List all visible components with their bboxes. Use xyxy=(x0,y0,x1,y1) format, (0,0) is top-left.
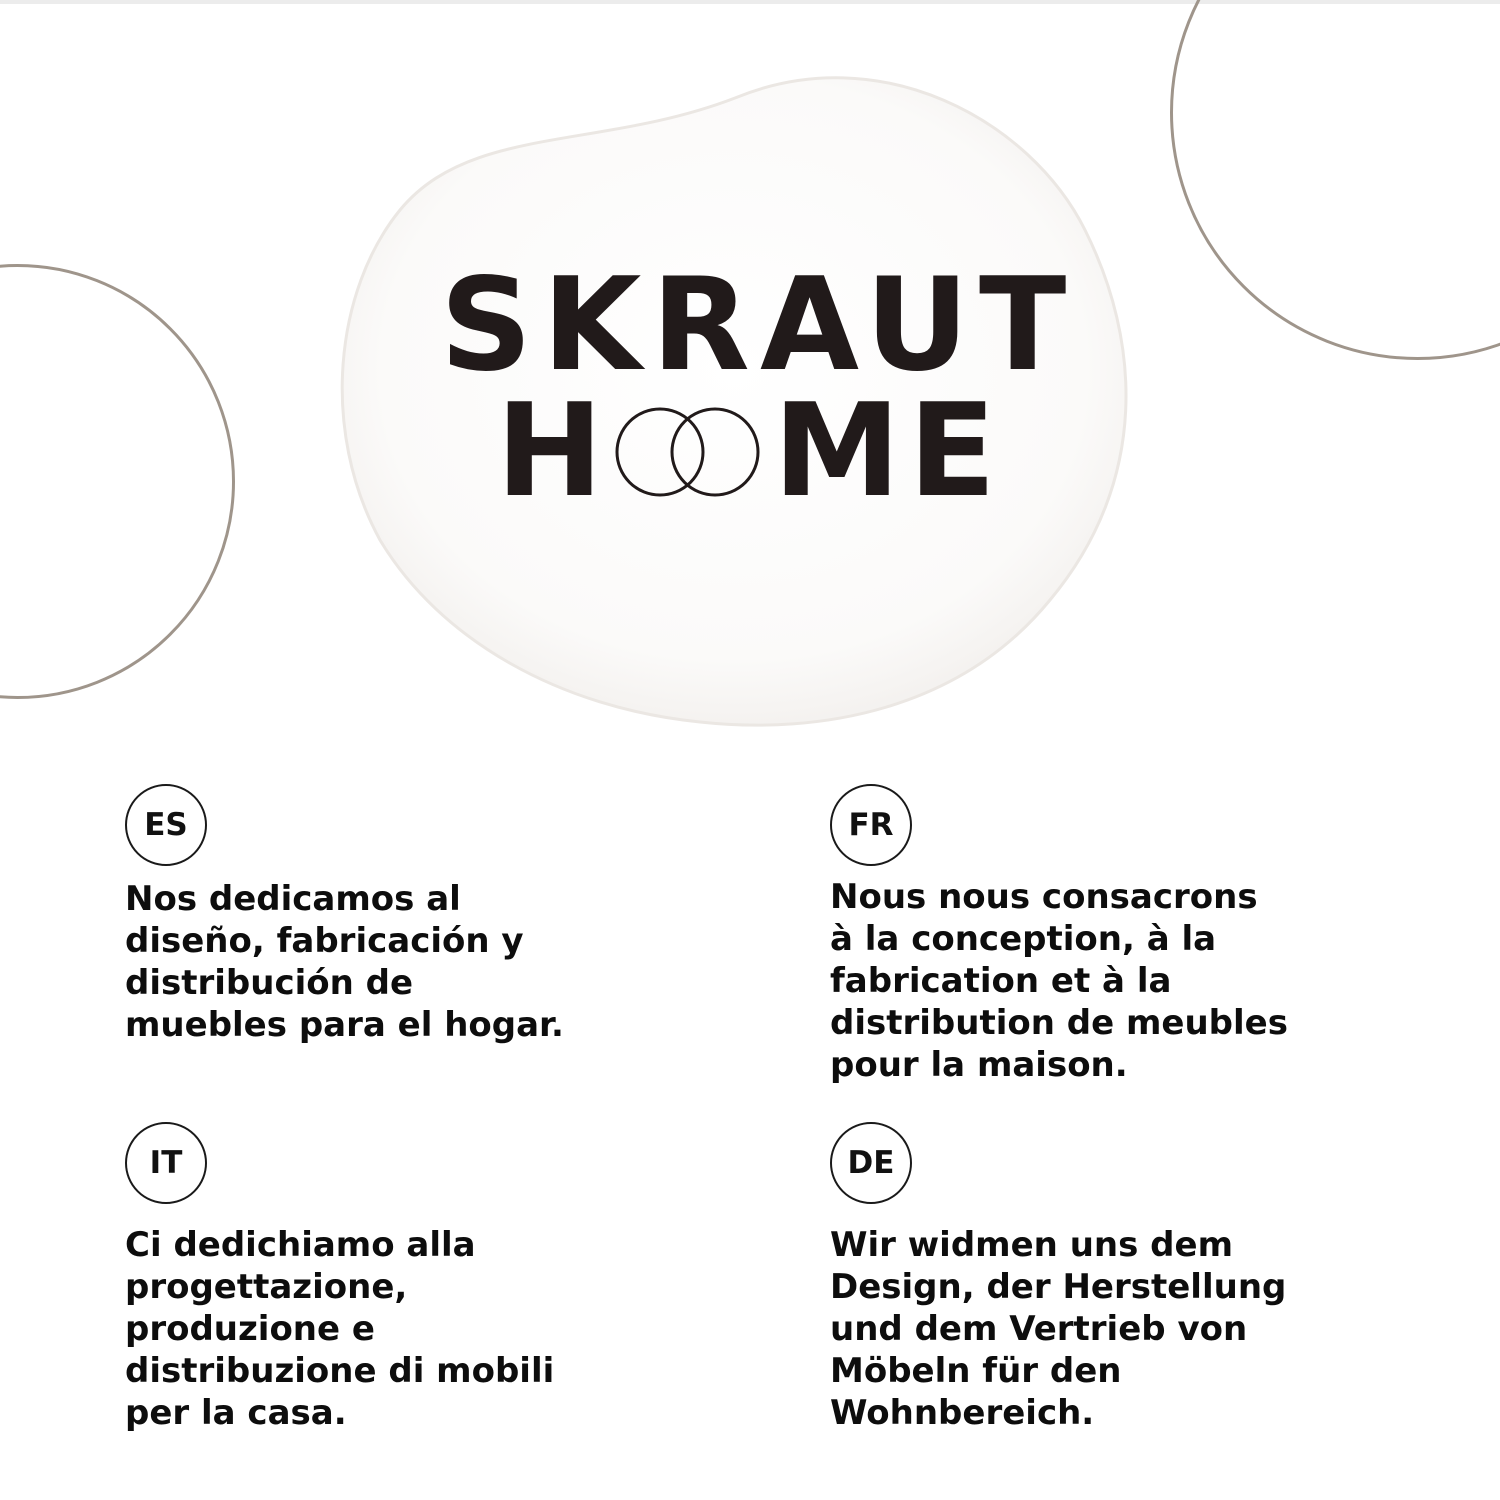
brand-name-line1: SKRAUT xyxy=(440,251,1077,400)
language-badge-fr: FR xyxy=(830,784,912,866)
brand-name-line2 xyxy=(440,376,1060,526)
brand-logo xyxy=(440,251,1077,526)
two-interlocking-rings-icon xyxy=(611,406,767,498)
brand-name-line2-right: ME xyxy=(773,376,1004,526)
description-fr: Nous nous consacrons à la conception, à la fabrication et à la distribution de meubles pour la maison. xyxy=(830,877,1288,1085)
language-badge-it: IT xyxy=(125,1122,207,1204)
brand-name-line2-left: H xyxy=(496,376,612,526)
description-de: Wir widmen uns dem Design, der Herstellung und dem Vertrieb von Möbeln für den Wohnbereich. xyxy=(830,1225,1287,1433)
description-es: Nos dedicamos al diseño, fabricación y distribución de muebles para el hogar. xyxy=(125,879,564,1045)
language-badge-de: DE xyxy=(830,1122,912,1204)
description-it: Ci dedichiamo alla progettazione, produzione e distribuzione di mobili per la casa. xyxy=(125,1225,555,1433)
language-badge-es: ES xyxy=(125,784,207,866)
